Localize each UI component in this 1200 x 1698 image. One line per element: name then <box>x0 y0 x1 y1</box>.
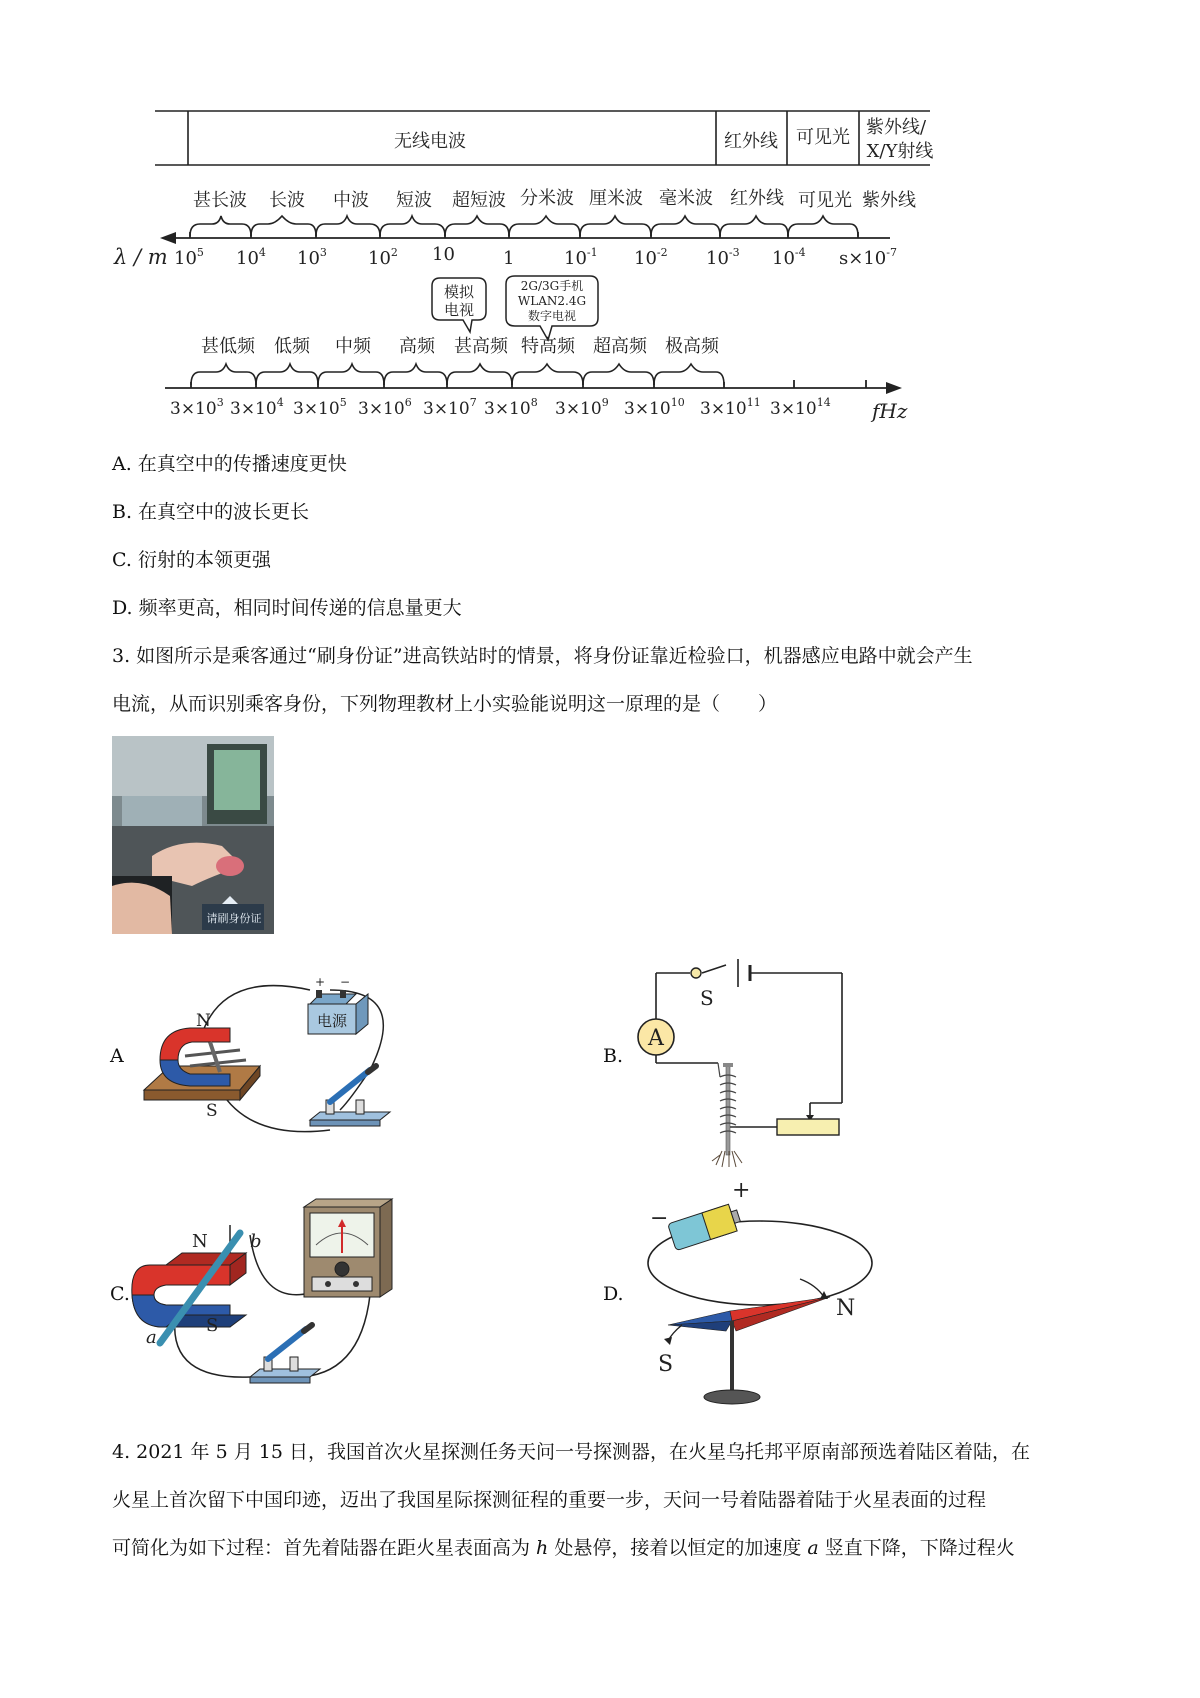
battery-icon <box>738 959 750 987</box>
power-label: 电源 <box>316 1012 348 1030</box>
freq-band-label: 极高频 <box>665 336 719 357</box>
option-c-letter: C. <box>110 1283 130 1305</box>
q2-option-a: A. 在真空中的传播速度更快 <box>112 453 347 475</box>
callout-digital-line: 数字电视 <box>527 309 577 323</box>
wavelength-tick: $10^4$ <box>236 246 266 269</box>
freq-band-label: 中频 <box>335 336 371 357</box>
wavelength-tick: $s\times 10^{-7}$ <box>839 246 897 269</box>
q4-line3-pre: 可简化为如下过程：首先着陆器在距火星表面高为 <box>112 1537 537 1559</box>
power-minus: − <box>340 975 351 989</box>
callout-digital-line: WLAN2.4G <box>517 294 587 308</box>
wavelength-tick: $10^{-4}$ <box>772 246 806 269</box>
option-c-s-label: S <box>206 1315 219 1336</box>
option-c-a-label: a <box>146 1327 157 1348</box>
spectrum-diagram <box>0 0 1200 430</box>
wave-band-label: 毫米波 <box>659 188 713 209</box>
wavelength-tick: $10^3$ <box>297 246 327 269</box>
freq-tick: $3\times 10^{14}$ <box>770 396 831 419</box>
option-b-letter: B. <box>603 1045 624 1067</box>
rheostat-icon <box>777 1119 839 1135</box>
galvanometer-icon <box>304 1199 392 1297</box>
wave-band-label: 厘米波 <box>589 188 643 209</box>
wavelength-axis <box>160 232 890 244</box>
battery-icon <box>668 1202 743 1250</box>
option-d-letter: D. <box>603 1283 624 1305</box>
q2-option-c: C. 衍射的本领更强 <box>112 549 271 571</box>
band-radio: 无线电波 <box>394 131 466 152</box>
option-c-diagram <box>130 1195 400 1390</box>
q3-stem-line2: 电流，从而识别乘客身份，下列物理教材上小实验能说明这一原理的是（ ） <box>112 693 778 715</box>
wavelength-tick: 1 <box>503 248 515 269</box>
id-card-photo <box>112 736 274 934</box>
q4-line3-mid: 处悬停，接着以恒定的加速度 <box>548 1537 808 1559</box>
wave-band-label: 紫外线 <box>862 190 916 211</box>
callout-digital <box>506 276 598 340</box>
wave-band-label: 甚长波 <box>193 190 247 211</box>
power-plus: + <box>315 975 326 989</box>
wave-band-label: 长波 <box>269 190 305 211</box>
freq-tick: $3\times 10^{10}$ <box>624 396 685 419</box>
freq-tick: $3\times 10^7$ <box>423 396 477 419</box>
band-uv: 紫外线/ <box>865 117 927 138</box>
wave-band-label: 可见光 <box>798 190 852 211</box>
electromagnet-nail-icon <box>712 1063 742 1167</box>
wave-band-label: 红外线 <box>730 188 784 209</box>
switch-label: S <box>700 986 714 1010</box>
freq-tick: $3\times 10^4$ <box>230 396 284 419</box>
callout-analog-line: 模拟 <box>443 283 475 301</box>
knife-switch-icon <box>310 1066 390 1126</box>
ammeter-label: A <box>648 1026 664 1051</box>
wavelength-axis-label: λ / m <box>114 245 168 269</box>
freq-band-label: 低频 <box>274 336 310 357</box>
band-xray: X/Y射线 <box>866 141 934 162</box>
q4-var-h: h <box>536 1537 549 1559</box>
option-a-s-label: S <box>206 1101 218 1121</box>
wave-band-label: 中波 <box>333 190 369 211</box>
freq-band-label: 特高频 <box>521 336 575 357</box>
q4-stem-line2: 火星上首次留下中国印迹，迈出了我国星际探测征程的重要一步，天问一号着陆器着陆于火星表面的过程 <box>112 1489 987 1511</box>
wave-band-label: 超短波 <box>452 190 506 211</box>
wavelength-tick: 10 <box>432 244 455 265</box>
wavelength-tick: $10^{-2}$ <box>634 246 668 269</box>
wavelength-tick: $10^{-1}$ <box>564 246 598 269</box>
callout-analog-line: 电视 <box>443 301 475 319</box>
q2-option-d: D. 频率更高，相同时间传递的信息量更大 <box>112 597 462 619</box>
option-b-diagram <box>630 955 860 1170</box>
wavelength-tick: $10^5$ <box>174 246 204 269</box>
freq-tick: $3\times 10^6$ <box>358 396 412 419</box>
q4-line3-post: 竖直下降，下降过程火 <box>818 1537 1015 1559</box>
battery-plus: + <box>732 1178 751 1203</box>
band-infrared: 红外线 <box>724 131 778 152</box>
wave-band-label: 短波 <box>396 190 432 211</box>
option-d-s-label: S <box>658 1352 674 1377</box>
freq-band-label: 甚低频 <box>201 336 255 357</box>
option-d-n-label: N <box>836 1296 856 1321</box>
q4-stem-line3 <box>112 1539 1015 1558</box>
callout-analog-tv <box>432 278 486 332</box>
knife-switch-icon <box>250 1325 320 1383</box>
wavelength-tick: $10^{-3}$ <box>706 246 740 269</box>
battery-minus: − <box>650 1206 669 1231</box>
freq-band-label: 高频 <box>399 336 435 357</box>
freq-tick: $3\times 10^3$ <box>170 396 224 419</box>
freq-tick: $3\times 10^9$ <box>555 396 609 419</box>
wave-band-label: 分米波 <box>520 188 574 209</box>
option-c-n-label: N <box>192 1231 208 1252</box>
photo-sign-text: 请刷身份证 <box>206 912 262 925</box>
option-a-diagram <box>130 970 400 1150</box>
band-visible: 可见光 <box>796 127 850 148</box>
option-c-b-label: b <box>250 1231 262 1252</box>
callout-digital-line: 2G/3G手机 <box>520 279 584 293</box>
frequency-axis-label: fHz <box>872 399 908 423</box>
wavelength-tick: $10^2$ <box>368 246 398 269</box>
frequency-axis <box>165 380 902 394</box>
q4-stem-line1: 4. 2021 年 5 月 15 日，我国首次火星探测任务天问一号探测器，在火星乌托邦平原南部预选着陆区着陆，在 <box>112 1441 1030 1463</box>
freq-braces <box>191 364 724 385</box>
freq-tick: $3\times 10^5$ <box>293 396 347 419</box>
freq-tick: $3\times 10^8$ <box>484 396 538 419</box>
q4-var-a: a <box>807 1537 819 1559</box>
option-a-letter: A <box>110 1045 124 1067</box>
compass-needle-icon <box>664 1279 830 1404</box>
freq-tick: $3\times 10^{11}$ <box>700 396 761 419</box>
option-d-diagram <box>640 1175 890 1415</box>
freq-band-label: 超高频 <box>593 336 647 357</box>
option-a-n-label: N <box>196 1011 211 1031</box>
freq-band-label: 甚高频 <box>454 336 508 357</box>
q3-stem-line1: 3. 如图所示是乘客通过“刷身份证”进高铁站时的情景，将身份证靠近检验口，机器感应电路中就会产生 <box>112 645 973 667</box>
wave-braces <box>190 216 858 236</box>
q2-option-b: B. 在真空中的波长更长 <box>112 501 310 523</box>
